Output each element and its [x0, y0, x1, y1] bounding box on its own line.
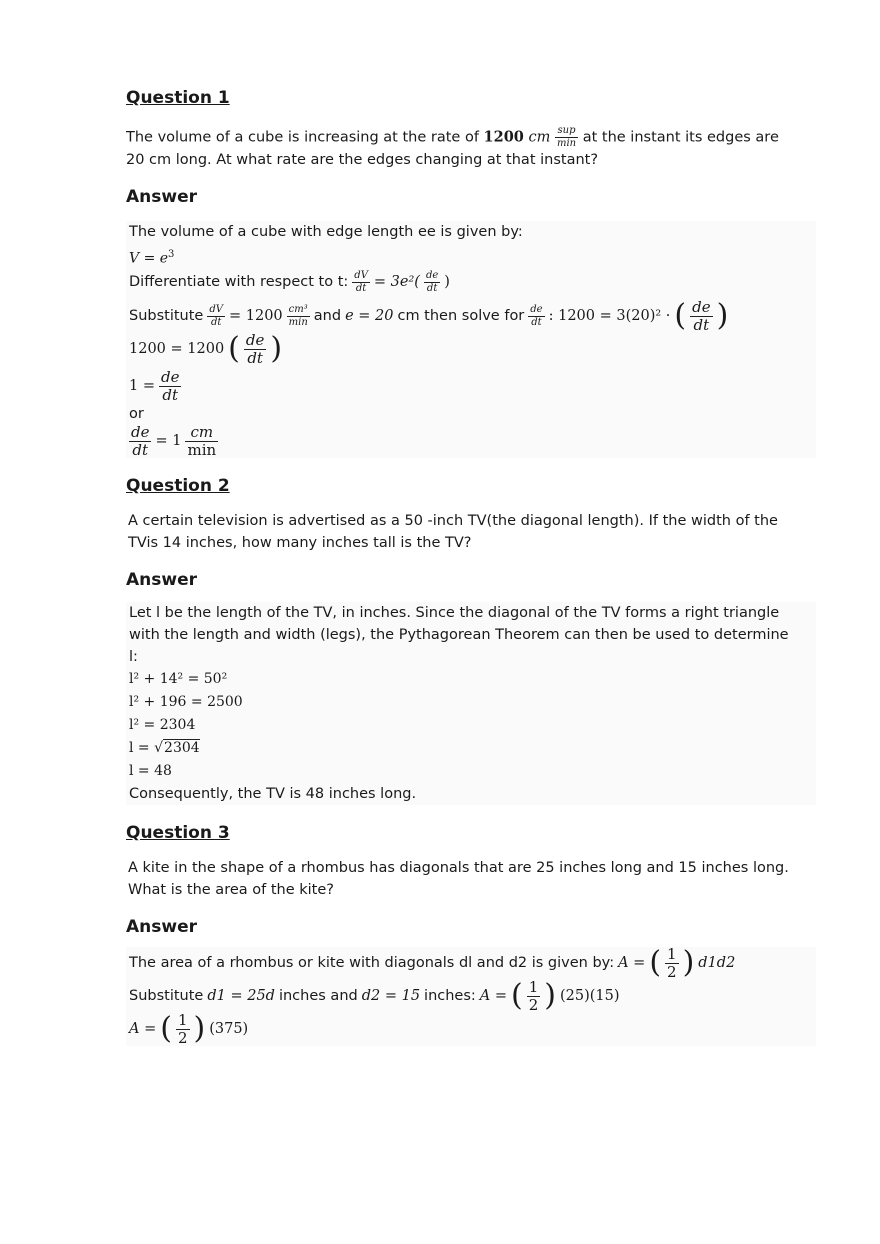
question-1-heading: Question 1 [126, 88, 230, 108]
answer-1-formula: $V = e^3$ [129, 249, 175, 267]
answer-3-formula: The area of a rhombus or kite with diagonals dl and d2 is given by: A = ( $\frac{1}{2}$ ) d1d2 [129, 944, 736, 981]
unit-fraction: $\frac{\text{sup}}{\min}$ [556, 125, 577, 149]
question-2-heading: Question 2 [126, 475, 230, 496]
answer-2-body: Let l be the length of the TV, in inches. Since the diagonal of the TV forms a right triangle with the length and width (legs), the Pythagorean Theorem can then be used to determine l: l² + 14² = 50² l² + 196 = 2500 l² = 2304 l = √2304 l = 48 Consequently, the TV is 48 inches long. [126, 602, 816, 805]
answer-3-heading: Answer [126, 916, 197, 937]
question-1-text: The volume of a cube is increasing at the rate of 1200 cm $\frac{\text{sup}}{\min}$ at the instant its edges are 20 cm long. At what rate are the edges changing at that instant? [126, 125, 779, 168]
answer-1-result: $\frac{de}{dt}$ = 1 $\frac{cm}{\min}$ [131, 422, 217, 459]
answer-2-equation: l² + 196 = 2500 [129, 693, 243, 710]
answer-1-or: or [129, 405, 144, 422]
question-3-text: A kite in the shape of a rhombus has diagonals that are 25 inches long and 15 inches long. What is the area of the kite? [128, 859, 789, 898]
answer-2-equation: l = 48 [129, 762, 172, 779]
answer-2-equation: l = √2304 [129, 739, 200, 756]
question-3-heading: Question 3 [126, 822, 230, 843]
answer-3-result: A = ( $\frac{1}{2}$ ) (375) [129, 1010, 249, 1047]
answer-2-heading: Answer [126, 569, 197, 590]
answer-2-equation: l² + 14² = 50² [129, 670, 228, 687]
answer-3-body [126, 944, 816, 1047]
answer-3-substitute: Substitute d1 = 25d inches and d2 = 15 inches: A = ( $\frac{1}{2}$ ) (25)(15) [129, 977, 620, 1014]
answer-1-substitute: Substitute $\frac{dV}{dt}$ = 1200 $\frac{\text{cm³}}{\min}$ and e = 20 cm then solve for $\frac{de}{dt}$ : 1200 = 3(20)² · ( $\frac{de}{dt}$ ) [129, 297, 729, 334]
answer-1-body [126, 221, 816, 458]
answer-2-equation: l² = 2304 [129, 716, 196, 733]
answer-1-line: The volume of a cube with edge length ee is given by: [129, 224, 523, 240]
answer-1-step: 1200 = 1200 ( $\frac{de}{dt}$ ) [129, 330, 283, 367]
answer-1-derivative: Differentiate with respect to t: $\frac{dV}{dt}$ = 3e²( $\frac{de}{dt}$ ) [129, 269, 450, 294]
document-page [126, 88, 816, 1046]
answer-1-heading: Answer [126, 187, 197, 207]
question-2-text: A certain television is advertised as a 50 -inch TV(the diagonal length). If the width of the TVis 14 inches, how many inches tall is the TV? [128, 512, 778, 551]
answer-2-conclusion: Consequently, the TV is 48 inches long. [129, 785, 417, 802]
answer-1-step: 1 = $\frac{de}{dt}$ [129, 367, 180, 404]
